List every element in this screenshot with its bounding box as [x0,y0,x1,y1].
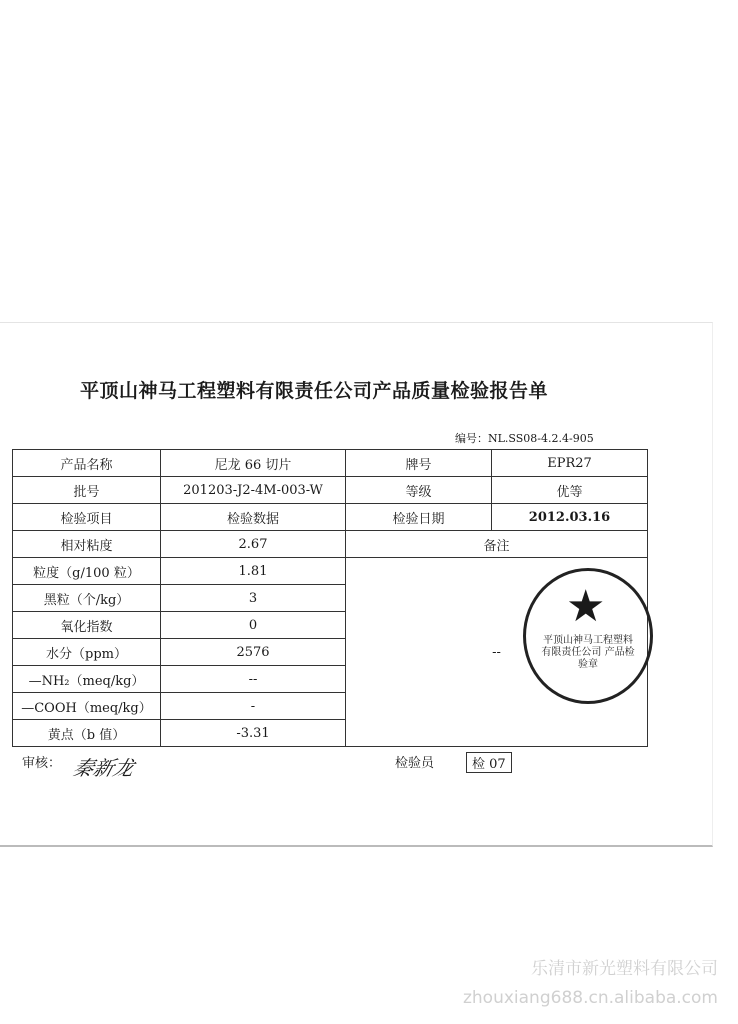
item-label: —NH₂（meq/kg） [13,666,161,693]
item-label: 粒度（g/100 粒） [13,558,161,585]
label-cell: 检验项目 [13,504,161,531]
reviewer-label: 审核： [22,756,62,771]
star-icon: ★ [566,581,606,632]
item-value: - [161,693,346,720]
reviewer-signature: 秦新龙 [70,756,137,780]
item-label: 相对粘度 [13,531,161,558]
value-cell: 201203-J2-4M-003-W [161,477,346,504]
label-cell: 产品名称 [13,450,161,477]
label-cell: 检验日期 [346,504,492,531]
item-label: 黄点（b 值） [13,720,161,747]
inspector-label: 检验员 [395,756,435,771]
item-label: 水分（ppm） [13,639,161,666]
watermark-url: zhouxiang688.cn.alibaba.com [462,988,718,1008]
item-label: —COOH（meq/kg） [13,693,161,720]
label-cell: 等级 [346,477,492,504]
item-value: -3.31 [161,720,346,747]
inspector-stamp: 检 07 [466,752,512,773]
item-value: 2.67 [161,531,346,558]
item-value: 3 [161,585,346,612]
item-value: 0 [161,612,346,639]
item-value: 1.81 [161,558,346,585]
label-cell: 批号 [13,477,161,504]
seal-text: 平顶山神马工程塑料有限责任公司 产品检验章 [541,635,635,670]
table-row [13,504,648,531]
value-cell: 优等 [492,477,648,504]
document-title: 平顶山神马工程塑料有限责任公司产品质量检验报告单 [80,380,549,402]
item-value: -- [161,666,346,693]
table-row [13,531,648,558]
item-value: 2576 [161,639,346,666]
value-cell: EPR27 [492,450,648,477]
remark-value: -- [346,558,648,747]
company-seal [523,568,653,704]
remark-label: 备注 [346,531,648,558]
document-code: 编号：NL.SS08-4.2.4-905 [455,432,594,445]
item-label: 氧化指数 [13,612,161,639]
item-label: 黑粒（个/kg） [13,585,161,612]
table-row [13,450,648,477]
label-cell: 牌号 [346,450,492,477]
watermark-company: 乐清市新光塑料有限公司 [531,959,718,979]
date-cell: 2012.03.16 [492,504,648,531]
table-row [13,477,648,504]
label-cell: 检验数据 [161,504,346,531]
value-cell: 尼龙 66 切片 [161,450,346,477]
